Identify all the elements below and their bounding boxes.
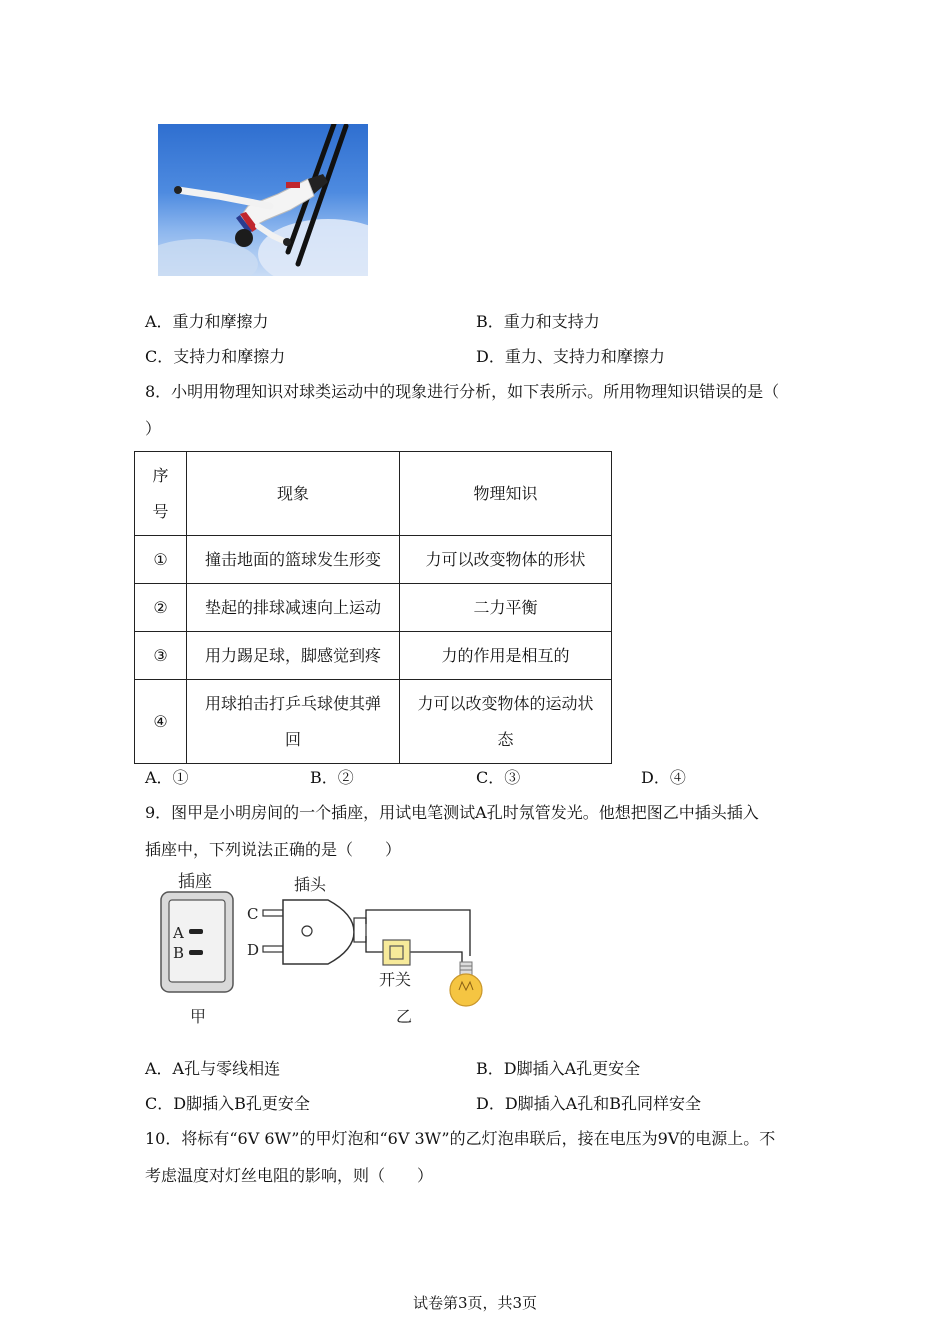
pin-d [263, 946, 283, 952]
hole-a [189, 929, 203, 934]
table-row [135, 536, 612, 584]
row-knowledge-line1: 力可以改变物体的运动状 [417, 693, 594, 713]
row-index: ③ [135, 632, 187, 680]
q8-option-b: B．② [310, 768, 354, 787]
header-index-cell [135, 452, 187, 536]
row-phenomenon: 撞击地面的篮球发生形变 [187, 536, 400, 584]
hole-b-label: B [173, 944, 185, 962]
fig-a-label: 甲 [190, 1007, 207, 1026]
q8-stem-line1: 8．小明用物理知识对球类运动中的现象进行分析，如下表所示。所用物理知识错误的是（ [145, 382, 780, 401]
header-knowledge: 物理知识 [400, 452, 612, 536]
row-phenomenon: 垫起的排球减速向上运动 [187, 584, 400, 632]
row-index: ② [135, 584, 187, 632]
table-row [135, 632, 612, 680]
row-phenomenon: 用力踢足球，脚感觉到疼 [187, 632, 400, 680]
q8-stem-line2: ） [145, 419, 162, 438]
page-footer: 试卷第3页，共3页 [412, 1294, 538, 1312]
pin-c-label: C [247, 905, 259, 923]
row-index: ① [135, 536, 187, 584]
q9-stem-line1: 9．图甲是小明房间的一个插座，用试电笔测试A孔时氖管发光。他想把图乙中插头插入 [145, 803, 759, 822]
socket-label: 插座 [178, 872, 212, 892]
table-row [135, 680, 612, 764]
q10-stem-line1: 10．将标有“6V 6W”的甲灯泡和“6V 3W”的乙灯泡串联后，接在电压为9V的电源上。不 [145, 1129, 776, 1148]
q7-option-b: B．重力和支持力 [476, 312, 600, 331]
fig-b-label: 乙 [396, 1007, 413, 1026]
plug-screw [302, 926, 312, 936]
plug-body [283, 900, 354, 964]
row-index: ④ [135, 680, 187, 764]
row-knowledge: 二力平衡 [400, 584, 612, 632]
aerial-skier-photo [158, 124, 368, 276]
q9-stem-line2: 插座中，下列说法正确的是（ ） [145, 840, 402, 859]
row-knowledge [400, 680, 612, 764]
neutral-wire-b [410, 952, 462, 962]
row-phenomenon-line2: 回 [284, 729, 301, 749]
switch-button [390, 946, 403, 959]
table-row [135, 584, 612, 632]
q7-option-c: C．支持力和摩擦力 [145, 347, 286, 366]
q8-option-d: D．④ [641, 768, 686, 787]
hole-a-label: A [173, 924, 184, 942]
q9-circuit-figure [150, 868, 500, 1033]
q9-option-b: B．D脚插入A孔更安全 [476, 1059, 641, 1078]
pin-c [263, 910, 283, 916]
neutral-wire-a [366, 936, 383, 952]
q8-option-a: A．① [145, 768, 189, 787]
pin-d-label: D [247, 941, 260, 959]
row-knowledge: 力可以改变物体的形状 [400, 536, 612, 584]
header-index-bottom: 号 [152, 501, 169, 521]
q8-option-c: C．③ [476, 768, 521, 787]
q9-option-a: A．A孔与零线相连 [145, 1059, 281, 1078]
row-knowledge-line2: 态 [497, 729, 514, 749]
header-phenomenon: 现象 [187, 452, 400, 536]
q8-physics-table [134, 451, 612, 764]
plug-cord-sleeve [354, 918, 366, 942]
q9-option-c: C．D脚插入B孔更安全 [145, 1094, 310, 1113]
row-phenomenon [187, 680, 400, 764]
q10-stem-line2: 考虑温度对灯丝电阻的影响，则（ ） [145, 1166, 434, 1185]
switch-label: 开关 [379, 970, 412, 989]
table-header-row [135, 452, 612, 536]
q9-option-d: D．D脚插入A孔和B孔同样安全 [476, 1094, 701, 1113]
live-wire [366, 910, 470, 956]
q7-option-a: A．重力和摩擦力 [145, 312, 269, 331]
q7-option-d: D．重力、支持力和摩擦力 [476, 347, 665, 366]
hole-b [189, 950, 203, 955]
row-knowledge: 力的作用是相互的 [400, 632, 612, 680]
row-phenomenon-line1: 用球拍击打乒乓球使其弹 [204, 693, 381, 713]
header-index-top: 序 [152, 465, 169, 485]
plug-label: 插头 [294, 875, 327, 894]
